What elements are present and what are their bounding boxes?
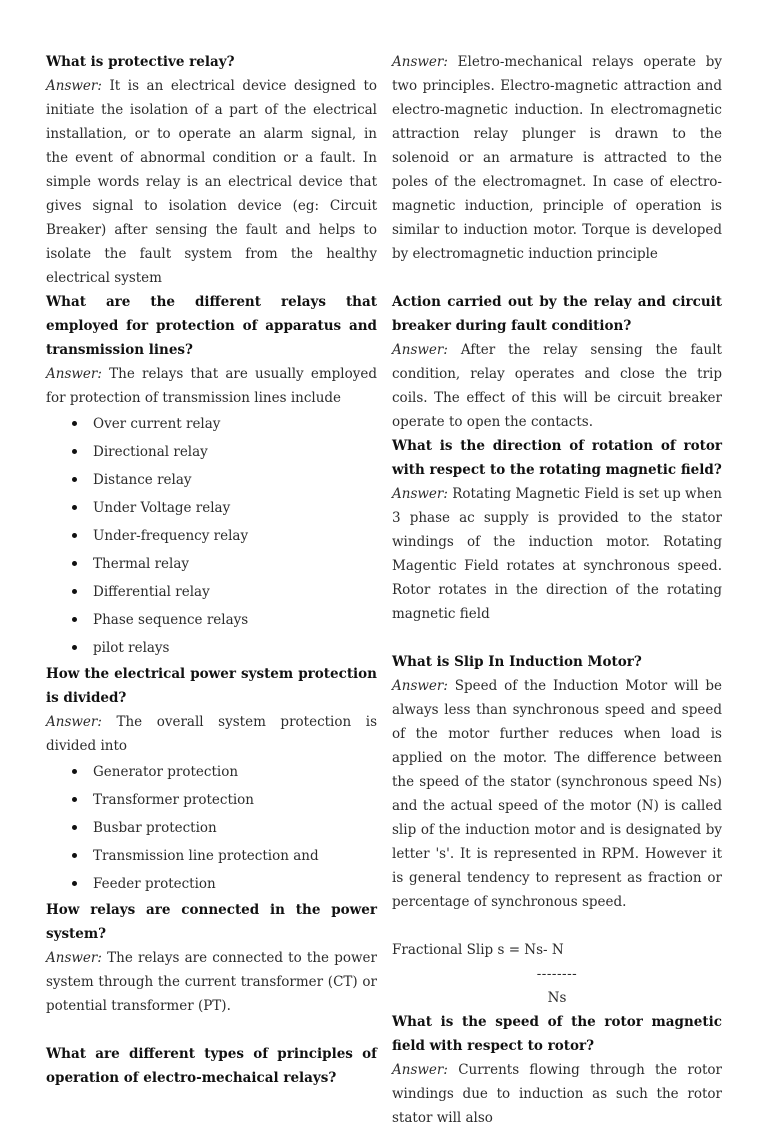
list-item — [46, 870, 377, 898]
answer-fault-action — [392, 338, 722, 434]
answer-label: Answer: — [392, 678, 448, 694]
answer-rotor-direction — [392, 482, 722, 626]
bullet-icon — [72, 589, 77, 594]
answer-text: After the relay sensing the fault condition, relay operates and close the trip coils. The effect of this will be circuit breaker operate to open the contacts. — [392, 342, 722, 430]
list-item — [46, 758, 377, 786]
answer-label: Answer: — [46, 366, 102, 382]
list-item — [46, 786, 377, 814]
question-relay-connection: How relays are connected in the power system? — [46, 902, 377, 942]
answer-protection-division — [46, 710, 377, 758]
question-slip: What is Slip In Induction Motor? — [392, 654, 642, 670]
answer-relay-connection — [46, 946, 377, 1018]
list-item-text: pilot relays — [93, 640, 170, 656]
bullet-icon — [72, 797, 77, 802]
bullet-icon — [72, 533, 77, 538]
answer-relay-types — [46, 362, 377, 410]
bullet-icon — [72, 853, 77, 858]
list-item — [46, 634, 377, 662]
list-item — [46, 550, 377, 578]
answer-operation-principles — [392, 50, 722, 266]
question-fault-action: Action carried out by the relay and circuit breaker during fault condition? — [392, 294, 722, 334]
formula-denominator: Ns — [547, 990, 567, 1006]
answer-label: Answer: — [46, 950, 102, 966]
bullet-icon — [72, 825, 77, 830]
list-item — [46, 438, 377, 466]
list-item-text: Directional relay — [93, 444, 208, 460]
list-item — [46, 842, 377, 870]
question-operation-principles: What are different types of principles of operation of electro-mechaical relays? — [46, 1046, 377, 1086]
list-item-text: Phase sequence relays — [93, 612, 249, 628]
answer-label: Answer: — [392, 342, 448, 358]
protection-list — [46, 758, 377, 898]
bullet-icon — [72, 561, 77, 566]
answer-label: Answer: — [46, 714, 102, 730]
answer-text: The relays are connected to the power system through the current transformer (CT) or potential transformer (PT). — [46, 950, 377, 1014]
list-item-text: Transmission line protection and — [93, 848, 319, 864]
list-item-text: Differential relay — [93, 584, 210, 600]
answer-text: The overall system protection is divided into — [46, 714, 377, 754]
question-rotor-field-speed: What is the speed of the rotor magnetic field with respect to rotor? — [392, 1014, 722, 1054]
list-item — [46, 466, 377, 494]
bullet-icon — [72, 505, 77, 510]
answer-slip — [392, 674, 722, 914]
bullet-icon — [72, 645, 77, 650]
bullet-icon — [72, 421, 77, 426]
answer-label: Answer: — [46, 78, 102, 94]
bullet-icon — [72, 449, 77, 454]
answer-rotor-field-speed — [392, 1058, 722, 1130]
list-item — [46, 578, 377, 606]
answer-protective-relay — [46, 74, 377, 290]
answer-text: Rotating Magnetic Field is set up when 3 phase ac supply is provided to the stator windings of the induction motor. Rotating Magentic Field rotates at synchronous speed. Rotor rotates in the direction of the rotating magnetic field — [392, 486, 722, 622]
list-item-text: Thermal relay — [93, 556, 190, 572]
answer-label: Answer: — [392, 54, 448, 70]
list-item — [46, 410, 377, 438]
list-item — [46, 522, 377, 550]
list-item-text: Generator protection — [93, 764, 239, 780]
answer-label: Answer: — [392, 486, 448, 502]
left-column — [46, 50, 377, 1090]
spacer — [392, 626, 722, 650]
bullet-icon — [72, 617, 77, 622]
question-relay-types: What are the different relays that employed for protection of apparatus and transmission lines? — [46, 294, 377, 358]
relay-types-list — [46, 410, 377, 662]
answer-label: Answer: — [392, 1062, 448, 1078]
list-item-text: Feeder protection — [93, 876, 216, 892]
list-item — [46, 814, 377, 842]
list-item-text: Busbar protection — [93, 820, 217, 836]
list-item — [46, 606, 377, 634]
question-rotor-direction: What is the direction of rotation of rotor with respect to the rotating magnetic field? — [392, 438, 722, 478]
formula-fraction-bar: -------- — [536, 966, 578, 982]
answer-text: It is an electrical device designed to initiate the isolation of a part of the electrical installation, or to operate an alarm signal, in the event of abnormal condition or a fault. In simple words relay is an electrical device that gives signal to isolation device (eg: Circuit Breaker) after sensing the fault and helps to isolate the fault system from the healthy electrical system — [46, 78, 377, 286]
bullet-icon — [72, 477, 77, 482]
list-item — [46, 494, 377, 522]
question-protection-division: How the electrical power system protection is divided? — [46, 666, 377, 706]
question-protective-relay: What is protective relay? — [46, 54, 235, 70]
slip-formula: Fractional Slip s = Ns- N — [392, 942, 564, 958]
bullet-icon — [72, 881, 77, 886]
answer-text: Speed of the Induction Motor will be always less than synchronous speed and speed of the motor further reduces when load is applied on the motor. The difference between the speed of the stator (synchronous speed Ns) and the actual speed of the motor (N) is called slip of the induction motor and is designated by letter 's'. It is represented in RPM. However it is general tendency to represent as fraction or percentage of synchronous speed. — [392, 678, 722, 910]
bullet-icon — [72, 769, 77, 774]
list-item-text: Under Voltage relay — [93, 500, 231, 516]
right-column — [392, 50, 722, 1130]
list-item-text: Over current relay — [93, 416, 221, 432]
answer-text: The relays that are usually employed for protection of transmission lines include — [46, 366, 377, 406]
list-item-text: Distance relay — [93, 472, 192, 488]
answer-text: Eletro-mechanical relays operate by two principles. Electro-magnetic attraction and electro-magnetic induction. In electromagnetic attraction relay plunger is drawn to the solenoid or an armature is attracted to the poles of the electromagnet. In case of electro-magnetic induction, principle of operation is similar to induction motor. Torque is developed by electromagnetic induction principle — [392, 54, 722, 262]
spacer — [392, 266, 722, 290]
list-item-text: Transformer protection — [93, 792, 255, 808]
spacer — [46, 1018, 377, 1042]
spacer — [392, 914, 722, 938]
answer-text: Currents flowing through the rotor windings due to induction as such the rotor stator will also — [392, 1062, 722, 1126]
list-item-text: Under-frequency relay — [93, 528, 249, 544]
